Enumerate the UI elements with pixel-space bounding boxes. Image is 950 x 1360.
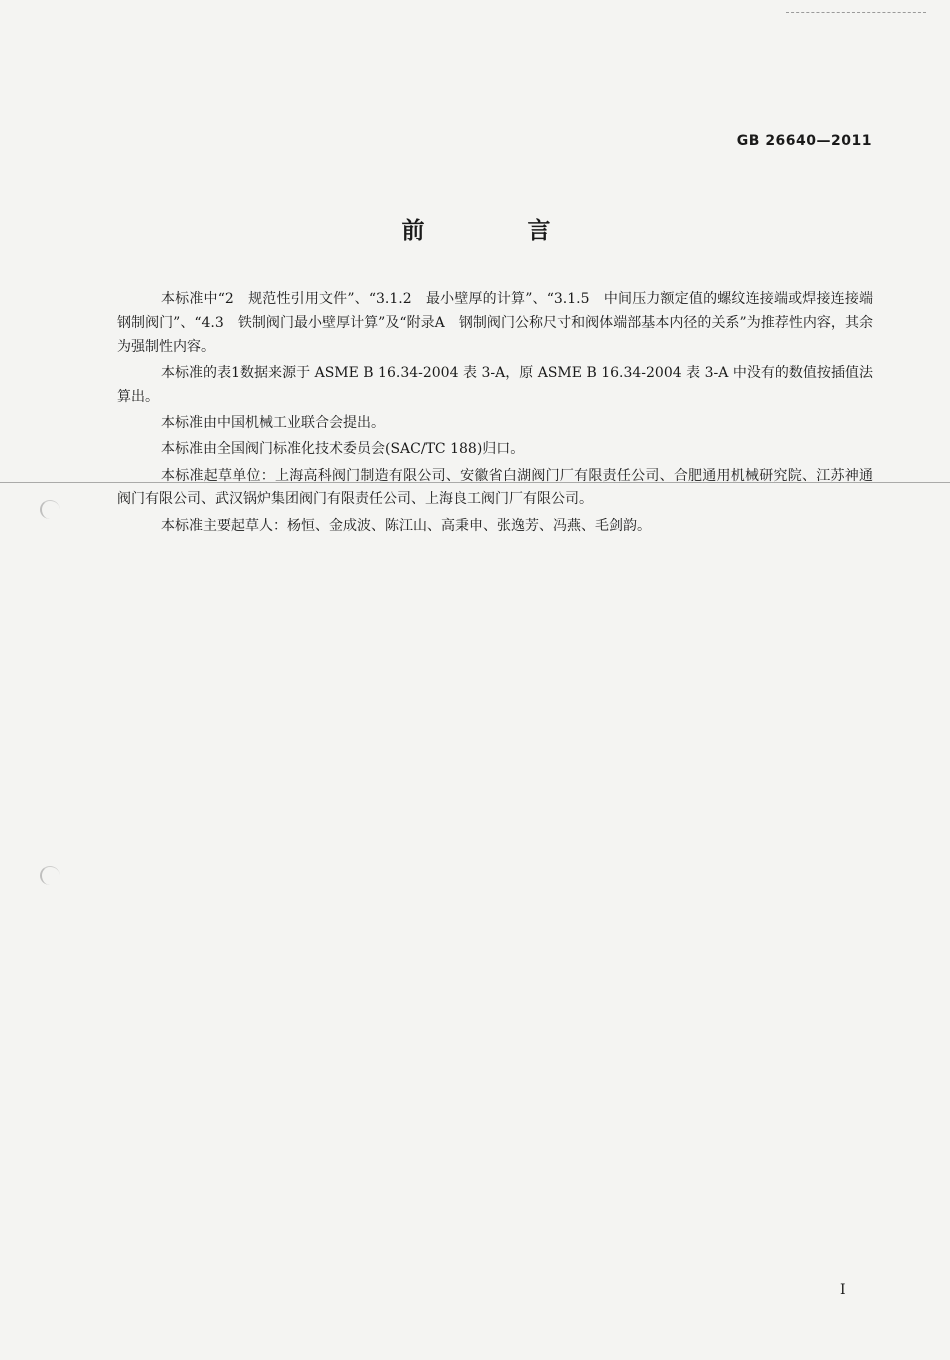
scan-artifact-marks: [786, 12, 926, 15]
paragraph: 本标准由中国机械工业联合会提出。: [161, 414, 385, 431]
paragraph: 本标准由全国阀门标准化技术委员会(SAC/TC 188)归口。: [161, 441, 525, 458]
punch-hole-mark: [40, 500, 60, 519]
paragraph: 本标准主要起草人：杨恒、金成波、陈江山、高秉申、张逸芳、冯燕、毛剑韵。: [161, 517, 651, 534]
paragraph: 本标准的表1数据来源于 ASME B 16.34-2004 表 3-A，原 ASME B 16.34-2004 表 3-A 中没有的数值按插值法算出。: [117, 364, 873, 405]
page-number: I: [840, 1282, 846, 1298]
page-title: 前 言: [401, 218, 591, 244]
punch-hole-mark: [40, 866, 60, 885]
paragraph: 本标准中“2 规范性引用文件”、“3.1.2 最小壁厚的计算”、“3.1.5 中间压力额定值的螺纹连接端或焊接连接端钢制阀门”、“4.3 铁制阀门最小壁厚计算”及“附录A 钢制阀门公称尺寸和阀体端部基本内径的关系”为推荐性内容，其余为强制性内容。: [117, 291, 873, 355]
standard-code: GB 26640—2011: [736, 133, 872, 149]
paragraph: 本标准起草单位：上海高科阀门制造有限公司、安徽省白湖阀门厂有限责任公司、合肥通用机械研究院、江苏神通阀门有限公司、武汉锅炉集团阀门有限责任公司、上海良工阀门厂有限公司。: [117, 467, 873, 508]
foreword-body: [117, 288, 873, 541]
